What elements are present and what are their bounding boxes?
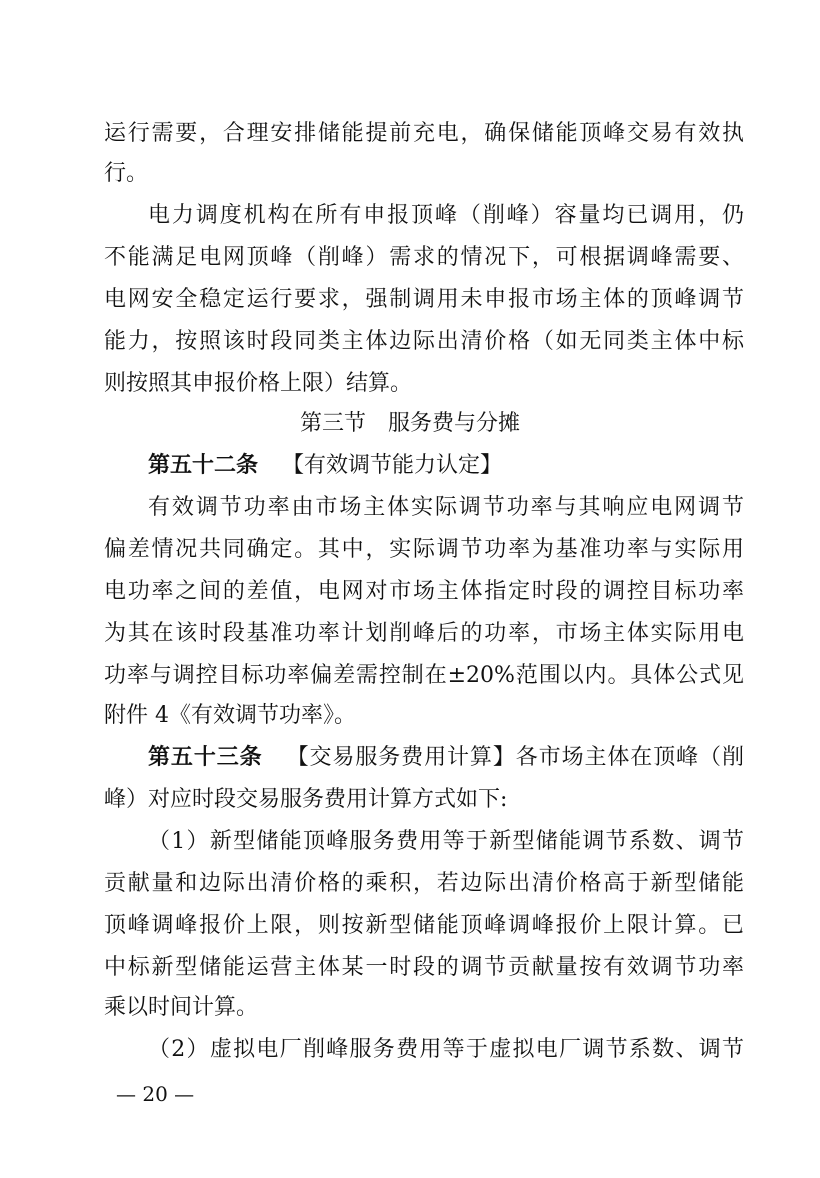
article-title: 【交易服务费用计算】各市场主体在顶峰（削 xyxy=(286,745,744,770)
article-53-heading xyxy=(148,744,744,772)
section-heading: 第三节 服务费与分摊 xyxy=(299,411,520,436)
paragraph-line: 电网安全稳定运行要求，强制调用未申报市场主体的顶峰调节 xyxy=(104,287,744,312)
article-52-heading xyxy=(148,452,744,480)
article-title: 【有效调节能力认定】 xyxy=(282,453,503,478)
paragraph-line: 不能满足电网顶峰（削峰）需求的情况下，可根据调峰需要、 xyxy=(104,245,744,270)
paragraph-line: 中标新型储能运营主体某一时段的调节贡献量按有效调节功率 xyxy=(104,955,744,980)
paragraph-line: 偏差情况共同确定。其中，实际调节功率为基准功率与实际用 xyxy=(104,537,744,562)
paragraph-line: （1）新型储能顶峰服务费用等于新型储能调节系数、调节 xyxy=(148,829,744,854)
paragraph-line: 运行需要，合理安排储能提前充电，确保储能顶峰交易有效执 xyxy=(104,121,744,146)
paragraph-line: 有效调节功率由市场主体实际调节功率与其响应电网调节 xyxy=(148,495,744,520)
page-number: — 20 — xyxy=(116,1082,195,1106)
paragraph-line: 功率与调控目标功率偏差需控制在±20%范围以内。具体公式见 xyxy=(104,663,744,688)
paragraph-line: 峰）对应时段交易服务费用计算方式如下: xyxy=(104,787,508,812)
paragraph-line: 附件 4《有效调节功率》。 xyxy=(104,703,356,728)
paragraph-line: 能力，按照该时段同类主体边际出清价格（如无同类主体中标 xyxy=(104,329,744,354)
paragraph-line: 电功率之间的差值，电网对市场主体指定时段的调控目标功率 xyxy=(104,579,744,604)
article-label: 第五十三条 xyxy=(148,745,263,770)
paragraph-line: （2）虚拟电厂削峰服务费用等于虚拟电厂调节系数、调节 xyxy=(148,1037,744,1062)
article-label: 第五十二条 xyxy=(148,453,259,478)
paragraph-line: 电力调度机构在所有申报顶峰（削峰）容量均已调用，仍 xyxy=(148,203,744,228)
paragraph-line: 为其在该时段基准功率计划削峰后的功率，市场主体实际用电 xyxy=(104,621,744,646)
paragraph-line: 则按照其申报价格上限）结算。 xyxy=(104,371,413,396)
paragraph-line: 贡献量和边际出清价格的乘积，若边际出清价格高于新型储能 xyxy=(104,871,744,896)
paragraph-line: 行。 xyxy=(104,161,149,186)
paragraph-line: 乘以时间计算。 xyxy=(104,995,259,1020)
paragraph-line: 顶峰调峰报价上限，则按新型储能顶峰调峰报价上限计算。已 xyxy=(104,913,744,938)
